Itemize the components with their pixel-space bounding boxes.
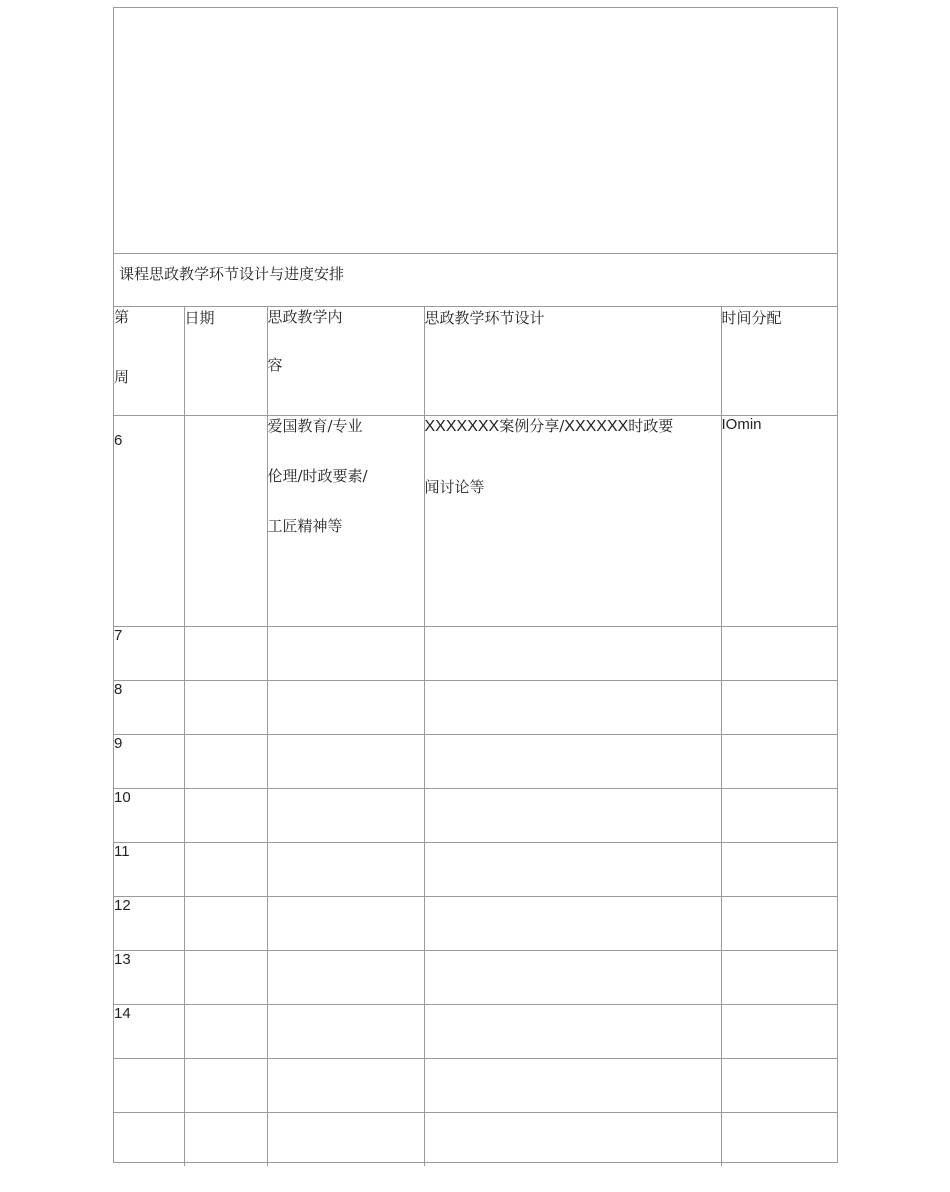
header-week <box>114 307 184 415</box>
design-text: 案例分享/ <box>499 416 565 435</box>
document-frame <box>113 7 838 1163</box>
time-cell <box>721 950 837 1004</box>
table-row <box>114 680 837 734</box>
header-week-line1: 第 <box>114 308 130 326</box>
date-cell <box>184 896 267 950</box>
time-cell <box>721 896 837 950</box>
header-date: 日期 <box>184 307 267 415</box>
blank-top-cell <box>114 8 837 254</box>
content-cell <box>267 415 424 626</box>
content-cell <box>267 680 424 734</box>
design-cell <box>424 734 721 788</box>
content-cell <box>267 734 424 788</box>
design-text: XXXXXX <box>564 417 629 435</box>
time-cell <box>721 626 837 680</box>
header-design: 思政教学环节设计 <box>424 307 721 415</box>
week-cell: 14 <box>114 1004 184 1058</box>
design-cell <box>424 1112 721 1166</box>
design-cell <box>424 788 721 842</box>
time-cell <box>721 734 837 788</box>
design-cell <box>424 626 721 680</box>
week-cell: 13 <box>114 950 184 1004</box>
design-cell <box>424 1004 721 1058</box>
design-text: 时政要 <box>628 416 674 435</box>
date-cell <box>184 680 267 734</box>
week-cell: 10 <box>114 788 184 842</box>
week-cell <box>114 1112 184 1166</box>
schedule-table <box>114 307 837 1166</box>
content-cell <box>267 950 424 1004</box>
week-cell: 7 <box>114 626 184 680</box>
table-row <box>114 1112 837 1166</box>
week-cell: 11 <box>114 842 184 896</box>
table-header-row <box>114 307 837 415</box>
header-time: 时间分配 <box>721 307 837 415</box>
content-cell <box>267 788 424 842</box>
time-cell <box>721 680 837 734</box>
header-content <box>267 307 424 415</box>
time-cell: IOmin <box>721 415 837 626</box>
content-cell <box>267 842 424 896</box>
design-cell <box>424 680 721 734</box>
content-cell <box>267 1112 424 1166</box>
section-title: 课程思政教学环节设计与进度安排 <box>114 254 837 307</box>
table-row <box>114 415 837 626</box>
week-cell: 8 <box>114 680 184 734</box>
time-cell <box>721 1058 837 1112</box>
header-content-line2: 容 <box>267 356 283 374</box>
date-cell <box>184 734 267 788</box>
table-row <box>114 842 837 896</box>
header-week-line2: 周 <box>114 368 130 386</box>
design-line-1 <box>425 416 721 437</box>
week-cell <box>114 1058 184 1112</box>
content-cell <box>267 1058 424 1112</box>
date-cell <box>184 788 267 842</box>
table-row <box>114 734 837 788</box>
time-cell <box>721 1112 837 1166</box>
design-cell <box>424 842 721 896</box>
design-line-2: 闻讨论等 <box>424 477 485 496</box>
table-row <box>114 950 837 1004</box>
table-row <box>114 896 837 950</box>
time-cell <box>721 842 837 896</box>
date-cell <box>184 1004 267 1058</box>
design-cell <box>424 1058 721 1112</box>
week-cell: 9 <box>114 734 184 788</box>
content-cell <box>267 626 424 680</box>
design-cell <box>424 415 721 626</box>
content-line: 爱国教育/专业 <box>267 416 363 435</box>
content-cell <box>267 896 424 950</box>
time-cell <box>721 1004 837 1058</box>
date-cell <box>184 842 267 896</box>
content-line: 工匠精神等 <box>267 516 343 535</box>
table-row <box>114 788 837 842</box>
table-row <box>114 1004 837 1058</box>
date-cell <box>184 1112 267 1166</box>
date-cell <box>184 1058 267 1112</box>
content-cell <box>267 1004 424 1058</box>
design-cell <box>424 950 721 1004</box>
design-text: XXXXXXX <box>424 417 500 435</box>
header-content-line1: 思政教学内 <box>267 308 343 326</box>
week-cell: 6 <box>114 415 184 626</box>
table-row <box>114 1058 837 1112</box>
week-cell: 12 <box>114 896 184 950</box>
time-cell <box>721 788 837 842</box>
design-cell <box>424 896 721 950</box>
content-line: 伦理/时政要素/ <box>267 466 368 485</box>
date-cell <box>184 950 267 1004</box>
date-cell <box>184 415 267 626</box>
date-cell <box>184 626 267 680</box>
table-row <box>114 626 837 680</box>
